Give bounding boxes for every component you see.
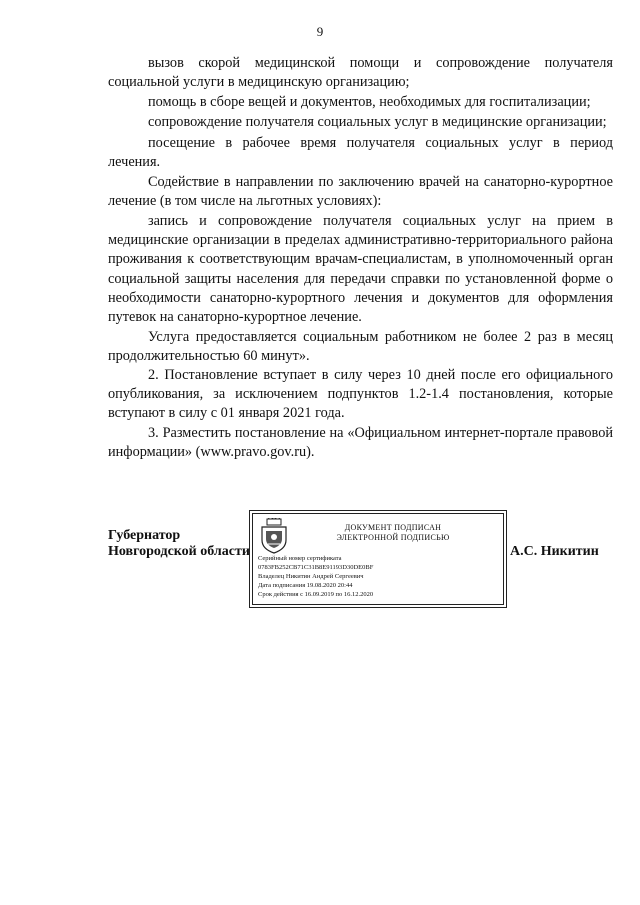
paragraph-hospital-items <box>108 93 613 112</box>
stamp-signed-date: Дата подписания 19.08.2020 20:44 <box>258 582 353 589</box>
stamp-serial-label: Серийный номер сертификата <box>258 555 342 562</box>
stamp-heading-line: ДОКУМЕНТ ПОДПИСАН <box>344 523 442 532</box>
stamp-heading-line: ЭЛЕКТРОННОЙ ПОДПИСЬЮ <box>336 533 450 542</box>
paragraph-ambulance <box>108 54 613 92</box>
stamp-validity: Срок действия с 16.09.2019 по 16.12.2020 <box>258 591 374 598</box>
paragraph-frequency <box>108 328 613 366</box>
paragraph-text: 2. Постановление вступает в силу через 10 дней после его официального опубликования, за исключением подпунктов 1.2-1.4 постановления, которые вступают в силу с 01 января 2021 года. <box>108 367 613 422</box>
stamp-serial: 0783FB252CB71C31B8E91193D30DE0BF <box>258 564 374 571</box>
paragraph-text: посещение в рабочее время получателя социальных услуг в период лечения. <box>108 135 613 171</box>
paragraph-effective-date <box>108 366 613 424</box>
paragraph-publication <box>108 424 613 462</box>
paragraph-sanatorium <box>108 173 613 211</box>
paragraph-visit <box>108 134 613 172</box>
page-number: 9 <box>316 24 324 39</box>
paragraph-escort <box>108 113 613 132</box>
signatory-title <box>108 528 250 560</box>
paragraph-text: 3. Разместить постановление на «Официальном интернет-портале правовой информации» (www.pravo.gov.ru). <box>108 425 613 461</box>
coat-of-arms-icon <box>259 518 289 554</box>
paragraph-appointment <box>108 212 613 327</box>
stamp-heading <box>293 523 493 543</box>
paragraph-text: помощь в сборе вещей и документов, необходимых для госпитализации; <box>148 94 591 110</box>
paragraph-text: Услуга предоставляется социальным работником не более 2 раз в месяц продолжительностью 60 минут». <box>108 329 613 365</box>
paragraph-text: Содействие в направлении по заключению врачей на санаторно-курортное лечение (в том числе на льготных условиях): <box>108 174 613 210</box>
paragraph-text: запись и сопровождение получателя социальных услуг на прием в медицинские организации в пределах административно-территориального района проживания к соответствующим врачам-специалистам, в уполномоченный орган социальной защиты населения для передачи справки по установленной форме о необходимости санаторно-курортного лечения и документов для оформления путевок на санаторно-курортное лечение. <box>108 213 613 326</box>
signatory-title-line: Новгородской области <box>108 544 250 559</box>
paragraph-text: сопровождение получателя социальных услуг в медицинские организации; <box>148 114 607 130</box>
electronic-signature-stamp <box>252 513 504 605</box>
stamp-details <box>258 554 498 599</box>
signatory-title-line: Губернатор <box>108 528 181 543</box>
paragraph-text: вызов скорой медицинской помощи и сопровождение получателя социальной услуги в медицинскую организацию; <box>108 55 613 91</box>
stamp-owner: Владелец Никитин Андрей Сергеевич <box>258 573 364 580</box>
signatory-name: А.С. Никитин <box>510 544 599 559</box>
